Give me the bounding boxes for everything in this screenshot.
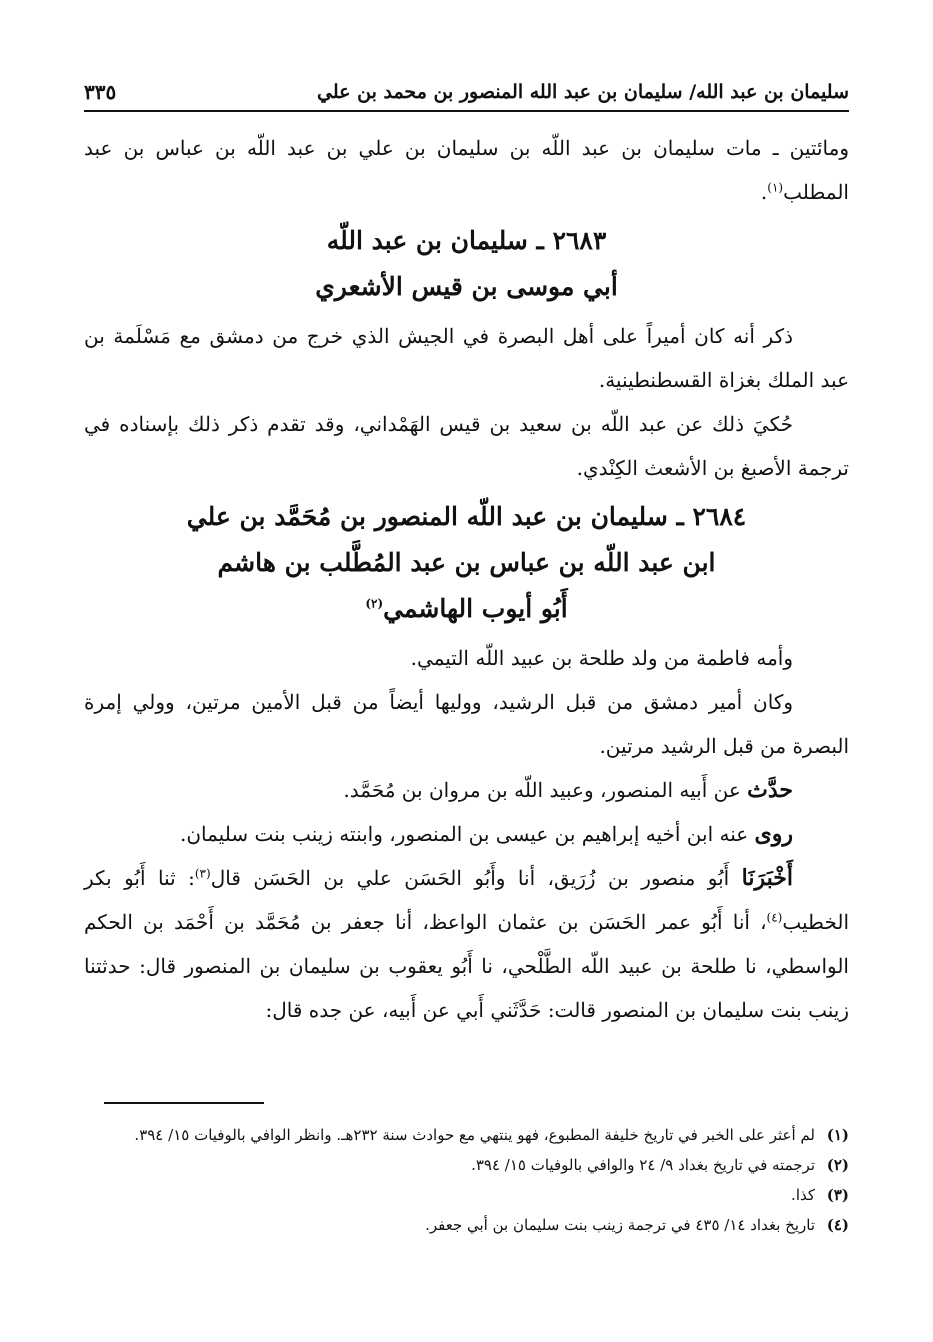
paragraph-continuation: ومائتين ـ مات سليمان بن عبد اللّه بن سليمان بن علي بن عبد اللّه بن عباس بن عبد المطلب$^{(١)}$.	[84, 136, 849, 204]
paragraph-isnad: أَخْبَرَنَا أَبُو منصور بن زُرَيق، أنا وأَبُو الحَسَن علي بن الحَسَن قال$^{(٣)}$: ثنا أَبُو بكر الخطيب$^{(٤)}$، أنا أَبُو عمر الحَسَن بن عثمان الواعظ، أنا جعفر بن مُحَمَّد بن أَحْمَد بن الحكم الواسطي، نا طلحة بن عبيد اللّه الطَّلْحي، نا أَبُو يعقوب بن سليمان بن المنصور قال: حدثتنا زينب بنت سليمان بن المنصور قالت: حَدَّثَني أَبي عن أَبيه، عن جده قال:	[84, 865, 849, 1022]
entry-heading-line: أَبُو أيوب الهاشمي$^{(٢)}$	[365, 594, 568, 623]
footnote-text: كذا.	[791, 1186, 815, 1204]
entry-heading-line: أبي موسى بن قيس الأشعري	[315, 272, 618, 301]
paragraph: روى عنه ابن أخيه إبراهيم بن عيسى بن المنصور، وابنته زينب بنت سليمان.	[179, 821, 793, 847]
footnote-text: لم أعثر على الخبر في تاريخ خليفة المطبوع، فهو ينتهي مع حوادث سنة ٢٣٢هـ. وانظر الوافي بالوفيات ١٥/ ٣٩٤.	[134, 1126, 815, 1144]
footnote-number: (١)	[826, 1126, 849, 1144]
entry-heading-2684	[84, 494, 849, 632]
footnote-number: (٢)	[826, 1156, 849, 1174]
paragraph: وأمه فاطمة من ولد طلحة بن عبيد اللّه التيمي.	[410, 646, 793, 670]
page-number: ٣٣٥	[84, 80, 117, 104]
footnote-text: ترجمته في تاريخ بغداد ٩/ ٢٤ والوافي بالوفيات ١٥/ ٣٩٤.	[471, 1156, 815, 1174]
footnotes	[84, 1102, 849, 1242]
paragraph-lead-word: روى	[754, 821, 793, 847]
footnote	[84, 1122, 849, 1148]
footnote-ref-3[interactable]: (٣)	[194, 866, 211, 881]
paragraph: وكان أمير دمشق من قبل الرشيد، ووليها أيضاً من قبل الأمين مرتين، وولي إمرة البصرة من قبل الرشيد مرتين.	[84, 690, 849, 758]
running-title: سليمان بن عبد الله/ سليمان بن عبد الله المنصور بن محمد بن علي	[317, 81, 849, 103]
footnote-ref-1[interactable]: (١)	[767, 180, 784, 195]
paragraph: حدَّث عن أَبيه المنصور، وعبيد اللّه بن مروان بن مُحَمَّد.	[343, 777, 793, 803]
footnote-number: (٣)	[826, 1186, 849, 1204]
book-page	[84, 60, 849, 1312]
footnote-number: (٤)	[826, 1216, 849, 1234]
body-text	[84, 126, 849, 1032]
entry-heading-line: ٢٦٨٣ ـ سليمان بن عبد اللّه	[326, 226, 607, 255]
footnote	[84, 1212, 849, 1238]
entry-heading-line: ابن عبد اللّه بن عباس بن عبد المُطَّلب بن هاشم	[217, 548, 716, 577]
footnote-text: تاريخ بغداد ١٤/ ٤٣٥ في ترجمة زينب بنت سليمان بن أبي جعفر.	[425, 1216, 815, 1234]
paragraph: حُكيَ ذلك عن عبد اللّه بن سعيد بن قيس الهَمْداني، وقد تقدم ذكر ذلك بإسناده في ترجمة الأصبغ بن الأشعث الكِنْدي.	[84, 412, 849, 480]
paragraph-lead-word: حدَّث	[747, 777, 793, 803]
footnote	[84, 1152, 849, 1178]
paragraph-lead-word: أَخْبَرَنَا	[741, 865, 793, 891]
entry-heading-line: ٢٦٨٤ ـ سليمان بن عبد اللّه المنصور بن مُحَمَّد بن علي	[186, 502, 747, 531]
footnote-ref-2[interactable]: (٢)	[365, 596, 384, 611]
footnote-separator	[104, 1102, 264, 1104]
entry-heading-2683	[84, 218, 849, 310]
running-header	[84, 60, 849, 112]
paragraph: ذكر أنه كان أميراً على أهل البصرة في الجيش الذي خرج من دمشق مع مَسْلَمة بن عبد الملك بغزاة القسطنطينية.	[84, 324, 849, 392]
footnote	[84, 1182, 849, 1208]
footnote-ref-4[interactable]: (٤)	[766, 910, 783, 925]
